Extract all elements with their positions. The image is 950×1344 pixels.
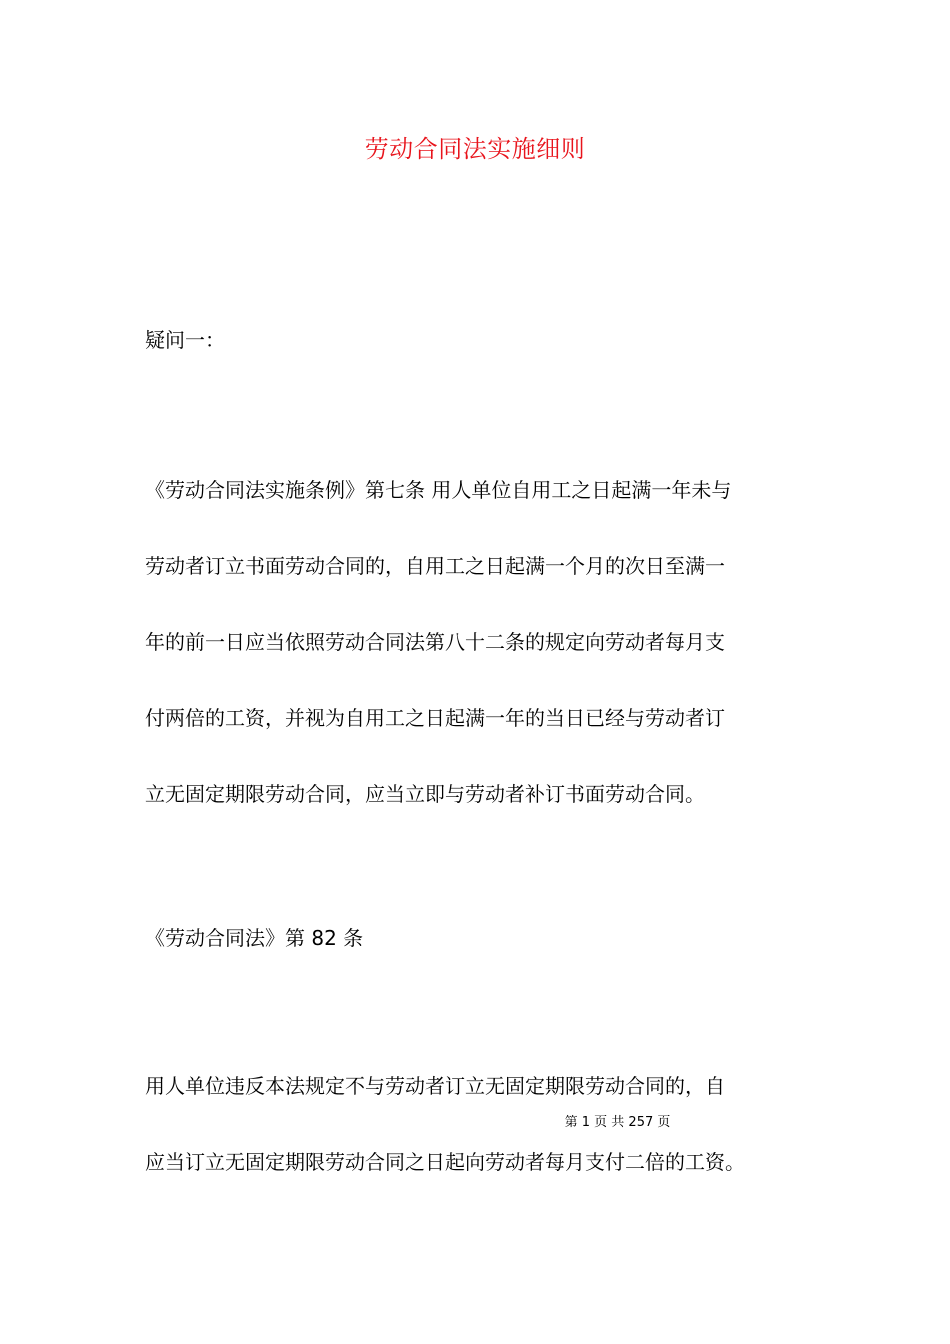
page-number-footer: 第 1 页 共 257 页 xyxy=(564,1115,671,1130)
document-title: 劳动合同法实施细则 xyxy=(364,135,586,163)
paragraph-regulation-article-7 xyxy=(145,476,810,856)
paragraph-line: 立无固定期限劳动合同，应当立即与劳动者补订书面劳动合同。 xyxy=(145,782,705,806)
paragraph-line: 年的前一日应当依照劳动合同法第八十二条的规定向劳动者每月支 xyxy=(145,630,725,654)
paragraph-line: 用人单位违反本法规定不与劳动者订立无固定期限劳动合同的，自 xyxy=(145,1074,725,1098)
paragraph-line: 付两倍的工资，并视为自用工之日起满一年的当日已经与劳动者订 xyxy=(145,706,725,730)
paragraph-law-article-82 xyxy=(145,1072,810,1224)
law-citation: 《劳动合同法》第 82 条 xyxy=(145,926,364,950)
section-heading: 疑问一： xyxy=(145,328,225,352)
paragraph-line: 劳动者订立书面劳动合同的，自用工之日起满一个月的次日至满一 xyxy=(145,554,725,578)
paragraph-line: 《劳动合同法实施条例》第七条 用人单位自用工之日起满一年未与 xyxy=(145,478,732,502)
paragraph-line: 应当订立无固定期限劳动合同之日起向劳动者每月支付二倍的工资。 xyxy=(145,1150,745,1174)
